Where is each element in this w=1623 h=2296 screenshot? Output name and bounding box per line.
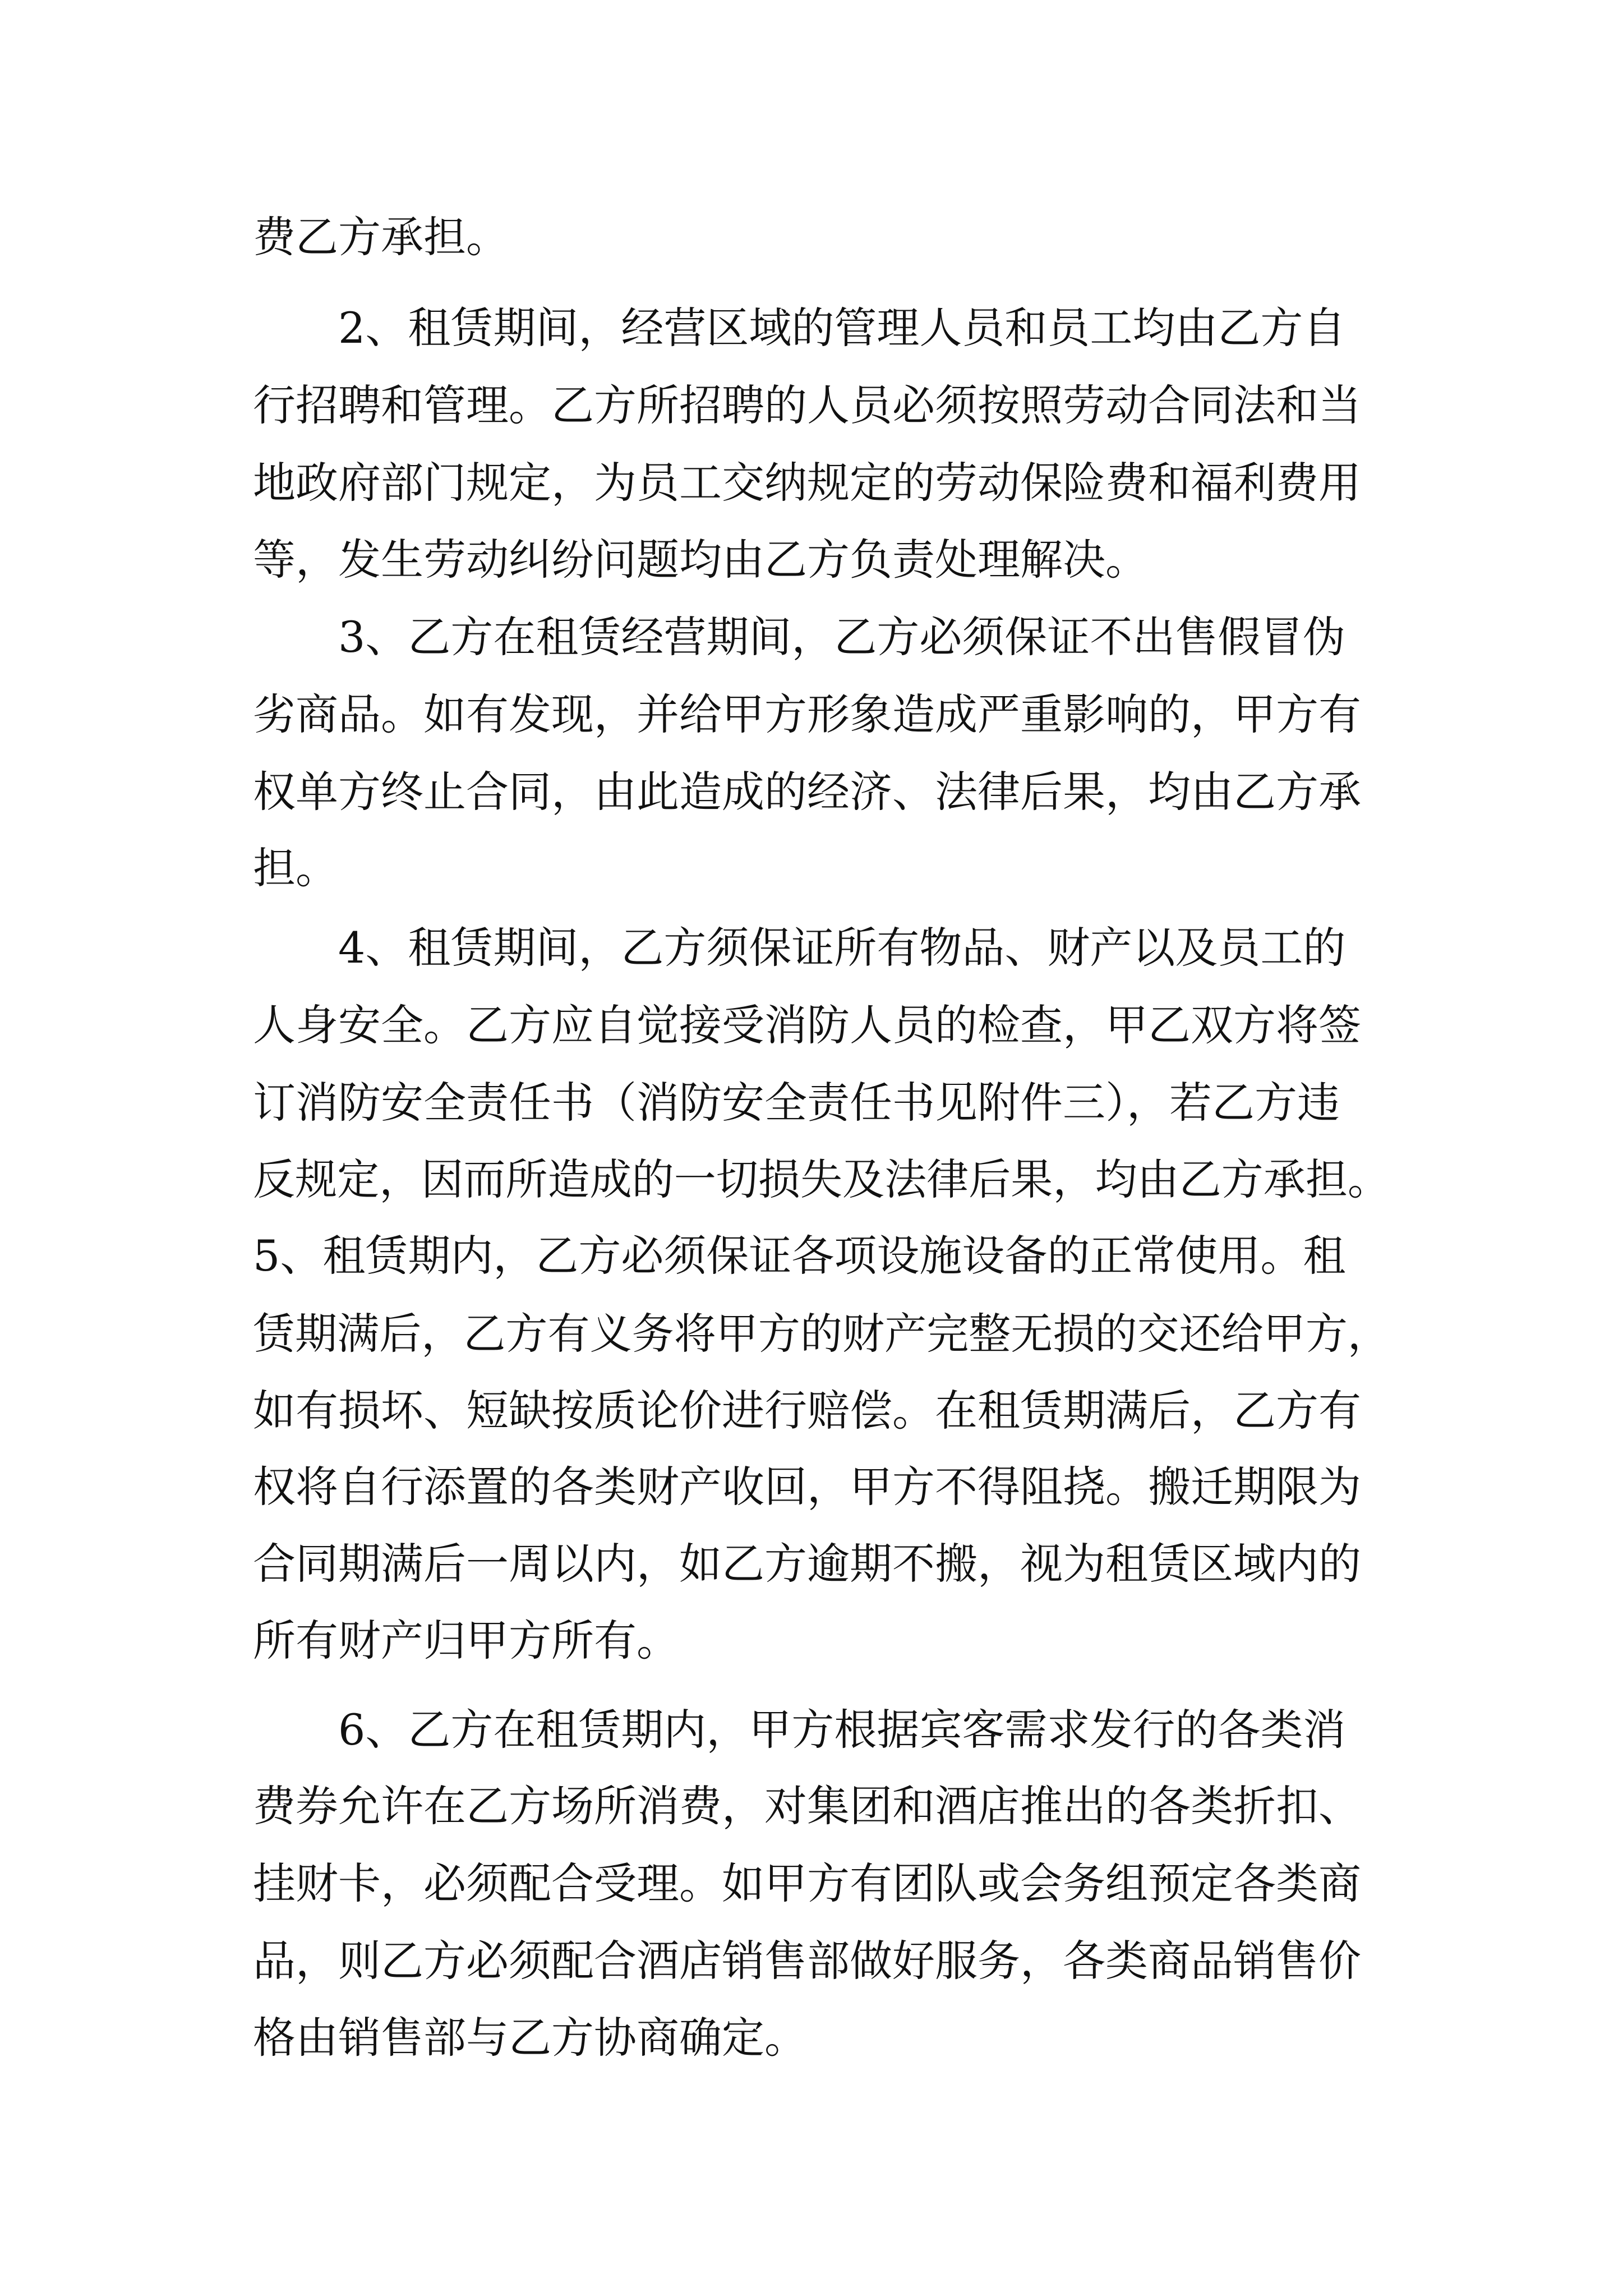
text-line-18: 合同期满后一周以内，如乙方逾期不搬，视为租赁区域内的 xyxy=(253,1539,1361,1589)
text-line-14: 5、租赁期内，乙方必须保证各项设施设备的正常使用。租 xyxy=(253,1231,1346,1281)
text-line-12: 订消防安全责任书（消防安全责任书见附件三），若乙方违 xyxy=(253,1078,1340,1128)
text-line-13: 反规定，因而所造成的一切损失及法律后果，均由乙方承担。 xyxy=(253,1154,1390,1204)
text-line-16: 如有损坏、短缺按质论价进行赔偿。在租赁期满后，乙方有 xyxy=(253,1386,1361,1435)
text-line-4: 地政府部门规定，为员工交纳规定的劳动保险费和福利费用 xyxy=(253,458,1361,508)
text-line-15: 赁期满后，乙方有义务将甲方的财产完整无损的交还给甲方， xyxy=(253,1309,1390,1359)
text-line-9: 担。 xyxy=(253,843,338,893)
text-line-19: 所有财产归甲方所有。 xyxy=(253,1616,679,1665)
text-line-23: 品，则乙方必须配合酒店销售部做好服务，各类商品销售价 xyxy=(253,1936,1361,1986)
text-line-10: 4、租赁期间，乙方须保证所有物品、财产以及员工的 xyxy=(338,923,1346,973)
text-line-8: 权单方终止合同，由此造成的经济、法律后果，均由乙方承 xyxy=(253,767,1361,817)
text-line-24: 格由销售部与乙方协商确定。 xyxy=(253,2013,807,2063)
text-line-21: 费券允许在乙方场所消费，对集团和酒店推出的各类折扣、 xyxy=(253,1781,1361,1831)
text-line-1: 费乙方承担。 xyxy=(253,212,509,262)
text-line-11: 人身安全。乙方应自觉接受消防人员的检查，甲乙双方将签 xyxy=(253,1000,1361,1050)
text-line-3: 行招聘和管理。乙方所招聘的人员必须按照劳动合同法和当 xyxy=(253,380,1361,430)
text-line-20: 6、乙方在租赁期内，甲方根据宾客需求发行的各类消 xyxy=(338,1705,1346,1755)
text-line-5: 等，发生劳动纠纷问题均由乙方负责处理解决。 xyxy=(253,535,1148,585)
text-line-7: 劣商品。如有发现，并给甲方形象造成严重影响的，甲方有 xyxy=(253,689,1361,739)
text-line-6: 3、乙方在租赁经营期间，乙方必须保证不出售假冒伪 xyxy=(338,612,1346,662)
text-line-22: 挂财卡，必须配合受理。如甲方有团队或会务组预定各类商 xyxy=(253,1858,1361,1908)
text-line-2: 2、租赁期间，经营区域的管理人员和员工均由乙方自 xyxy=(338,303,1346,353)
text-line-17: 权将自行添置的各类财产收回，甲方不得阻挠。搬迁期限为 xyxy=(253,1462,1361,1512)
